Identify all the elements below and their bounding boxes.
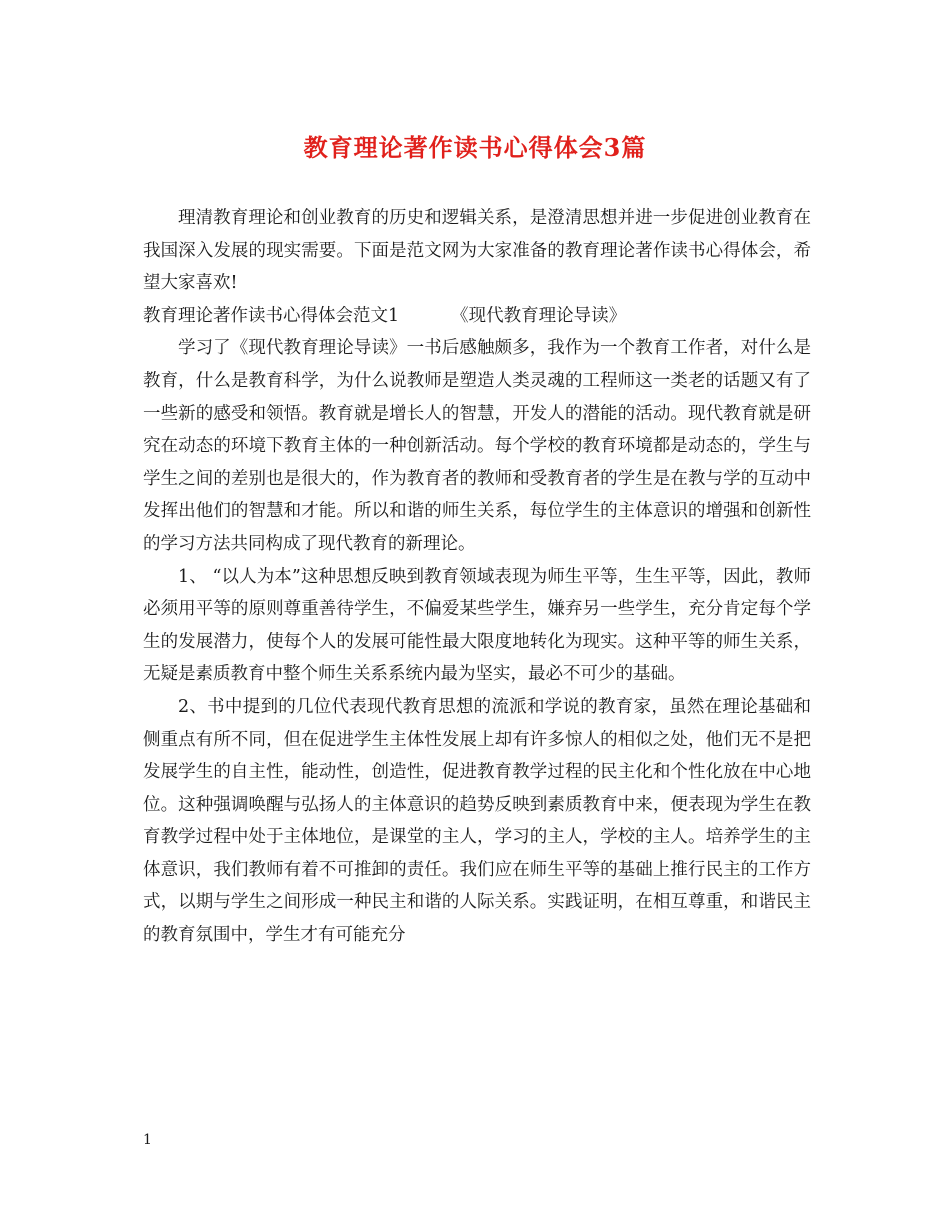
section-heading — [143, 300, 811, 333]
document-title: 教育理论著作读书心得体会3篇 — [303, 133, 647, 162]
intro-paragraph: 理清教育理论和创业教育的历史和逻辑关系，是澄清思想并进一步促进创业教育在我国深入发展的现实需要。下面是范文网为大家准备的教育理论著作读书心得体会，希望大家喜欢! — [143, 208, 811, 294]
page-number: 1 — [143, 1132, 152, 1148]
section-book-title: 《现代教育理论导读》 — [451, 305, 627, 326]
section-heading-text: 教育理论著作读书心得体会范文1 — [143, 305, 400, 326]
body-paragraph: 2、书中提到的几位代表现代教育思想的流派和学说的教育家，虽然在理论基础和侧重点有所不同，但在促进学生主体性发展上却有许多惊人的相似之处，他们无不是把发展学生的自主性，能动性，创造性，促进教育教学过程的民主化和个性化放在中心地位。这种强调唤醒与弘扬人的主体意识的趋势反映到素质教育中来，便表现为学生在教育教学过程中处于主体地位，是课堂的主人，学习的主人，学校的主人。培养学生的主体意识，我们教师有着不可推卸的责任。我们应在师生平等的基础上推行民主的工作方式，以期与学生之间形成一种民主和谐的人际关系。实践证明，在相互尊重，和谐民主的教育氛围中，学生才有可能充分 — [143, 696, 811, 946]
body-paragraph: 1、 “以人为本”这种思想反映到教育领域表现为师生平等，生生平等，因此，教师必须用平等的原则尊重善待学生，不偏爱某些学生，嫌弃另一些学生，充分肯定每个学生的发展潜力，使每个人的发展可能性最大限度地转化为现实。这种平等的师生关系，无疑是素质教育中整个师生关系系统内最为坚实，最必不可少的基础。 — [143, 566, 811, 685]
body-paragraph: 学习了《现代教育理论导读》一书后感触颇多，我作为一个教育工作者，对什么是教育，什么是教育科学，为什么说教师是塑造人类灵魂的工程师这一类老的话题又有了一些新的感受和领悟。教育就是增长人的智慧，开发人的潜能的活动。现代教育就是研究在动态的环境下教育主体的一种创新活动。每个学校的教育环境都是动态的，学生与学生之间的差别也是很大的，作为教育者的教师和受教育者的学生是在教与学的互动中发挥出他们的智慧和才能。所以和谐的师生关系，每位学生的主体意识的增强和创新性的学习方法共同构成了现代教育的新理论。 — [143, 338, 811, 554]
document-body — [143, 202, 811, 952]
